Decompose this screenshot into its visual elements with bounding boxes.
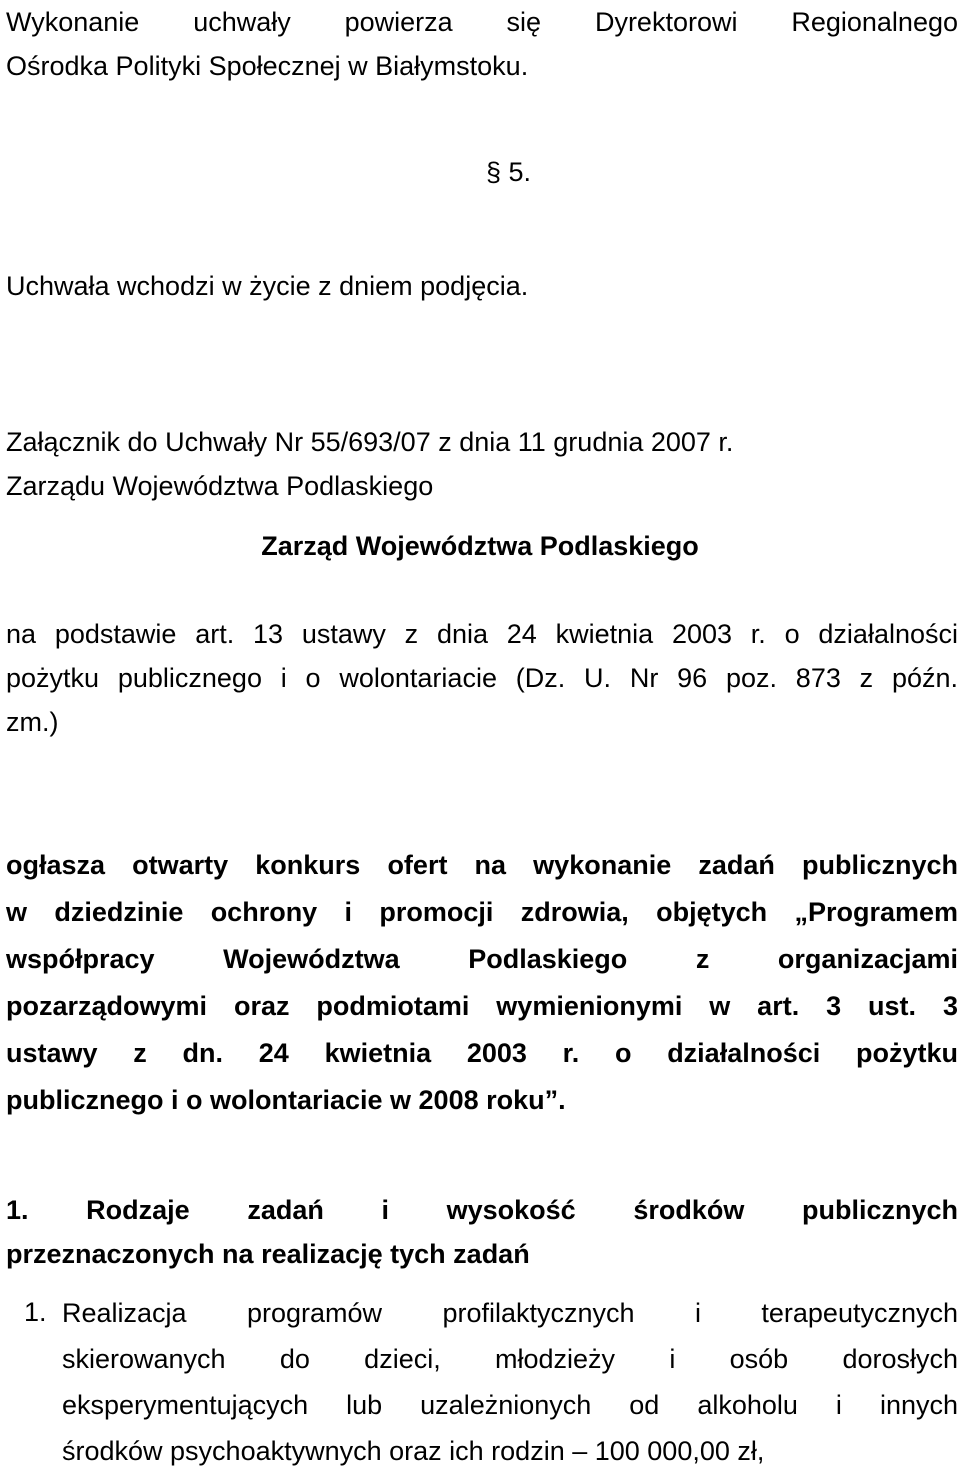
announcement-line-6: publicznego i o wolontariacie w 2008 roku”.: [6, 1085, 566, 1115]
intro-line-1: Wykonanie uchwały powierza się Dyrektorowi Regionalnego: [6, 7, 958, 37]
announcement-line-4: pozarządowymi oraz podmiotami wymienionymi w art. 3 ust. 3: [6, 991, 958, 1021]
announcement-line-3: współpracy Województwa Podlaskiego z organizacjami: [6, 944, 958, 974]
list-item-number: 1.: [24, 1297, 47, 1327]
legal-basis: [6, 612, 958, 744]
section-5-mark: § 5.: [486, 157, 532, 187]
annex-line-2: Zarządu Województwa Podlaskiego: [6, 471, 434, 501]
list-item: [62, 1290, 958, 1474]
list-item-line-3: eksperymentujących lub uzależnionych od alkoholu i innych: [62, 1390, 958, 1420]
list-item-line-1: Realizacja programów profilaktycznych i terapeutycznych: [62, 1298, 958, 1328]
annex-heading: Zarząd Województwa Podlaskiego: [261, 531, 699, 561]
basis-line-2: pożytku publicznego i o wolontariacie (Dz. U. Nr 96 poz. 873 z późn.: [6, 663, 958, 693]
list-item-line-2: skierowanych do dzieci, młodzieży i osób dorosłych: [62, 1344, 958, 1374]
basis-line-3: zm.): [6, 707, 59, 737]
section-1-heading: [6, 1188, 958, 1276]
intro-paragraph: [6, 0, 958, 88]
section-1-line-2: przeznaczonych na realizację tych zadań: [6, 1239, 530, 1269]
announcement-line-2: w dziedzinie ochrony i promocji zdrowia, objętych „Programem: [6, 897, 958, 927]
announcement-line-5: ustawy z dn. 24 kwietnia 2003 r. o działalności pożytku: [6, 1038, 958, 1068]
announcement-paragraph: [6, 842, 958, 1124]
intro-line-2: Ośrodka Polityki Społecznej w Białymstoku.: [6, 51, 529, 81]
section-1-line-1: 1. Rodzaje zadań i wysokość środków publicznych: [6, 1195, 958, 1225]
section-5-text: Uchwała wchodzi w życie z dniem podjęcia.: [6, 271, 529, 301]
basis-line-1: na podstawie art. 13 ustawy z dnia 24 kwietnia 2003 r. o działalności: [6, 619, 958, 649]
announcement-line-1: ogłasza otwarty konkurs ofert na wykonanie zadań publicznych: [6, 850, 958, 880]
list-item-line-4: środków psychoaktywnych oraz ich rodzin – 100 000,00 zł,: [62, 1436, 765, 1466]
annex-line-1: Załącznik do Uchwały Nr 55/693/07 z dnia 11 grudnia 2007 r.: [6, 427, 734, 457]
annex-header: [6, 420, 958, 508]
